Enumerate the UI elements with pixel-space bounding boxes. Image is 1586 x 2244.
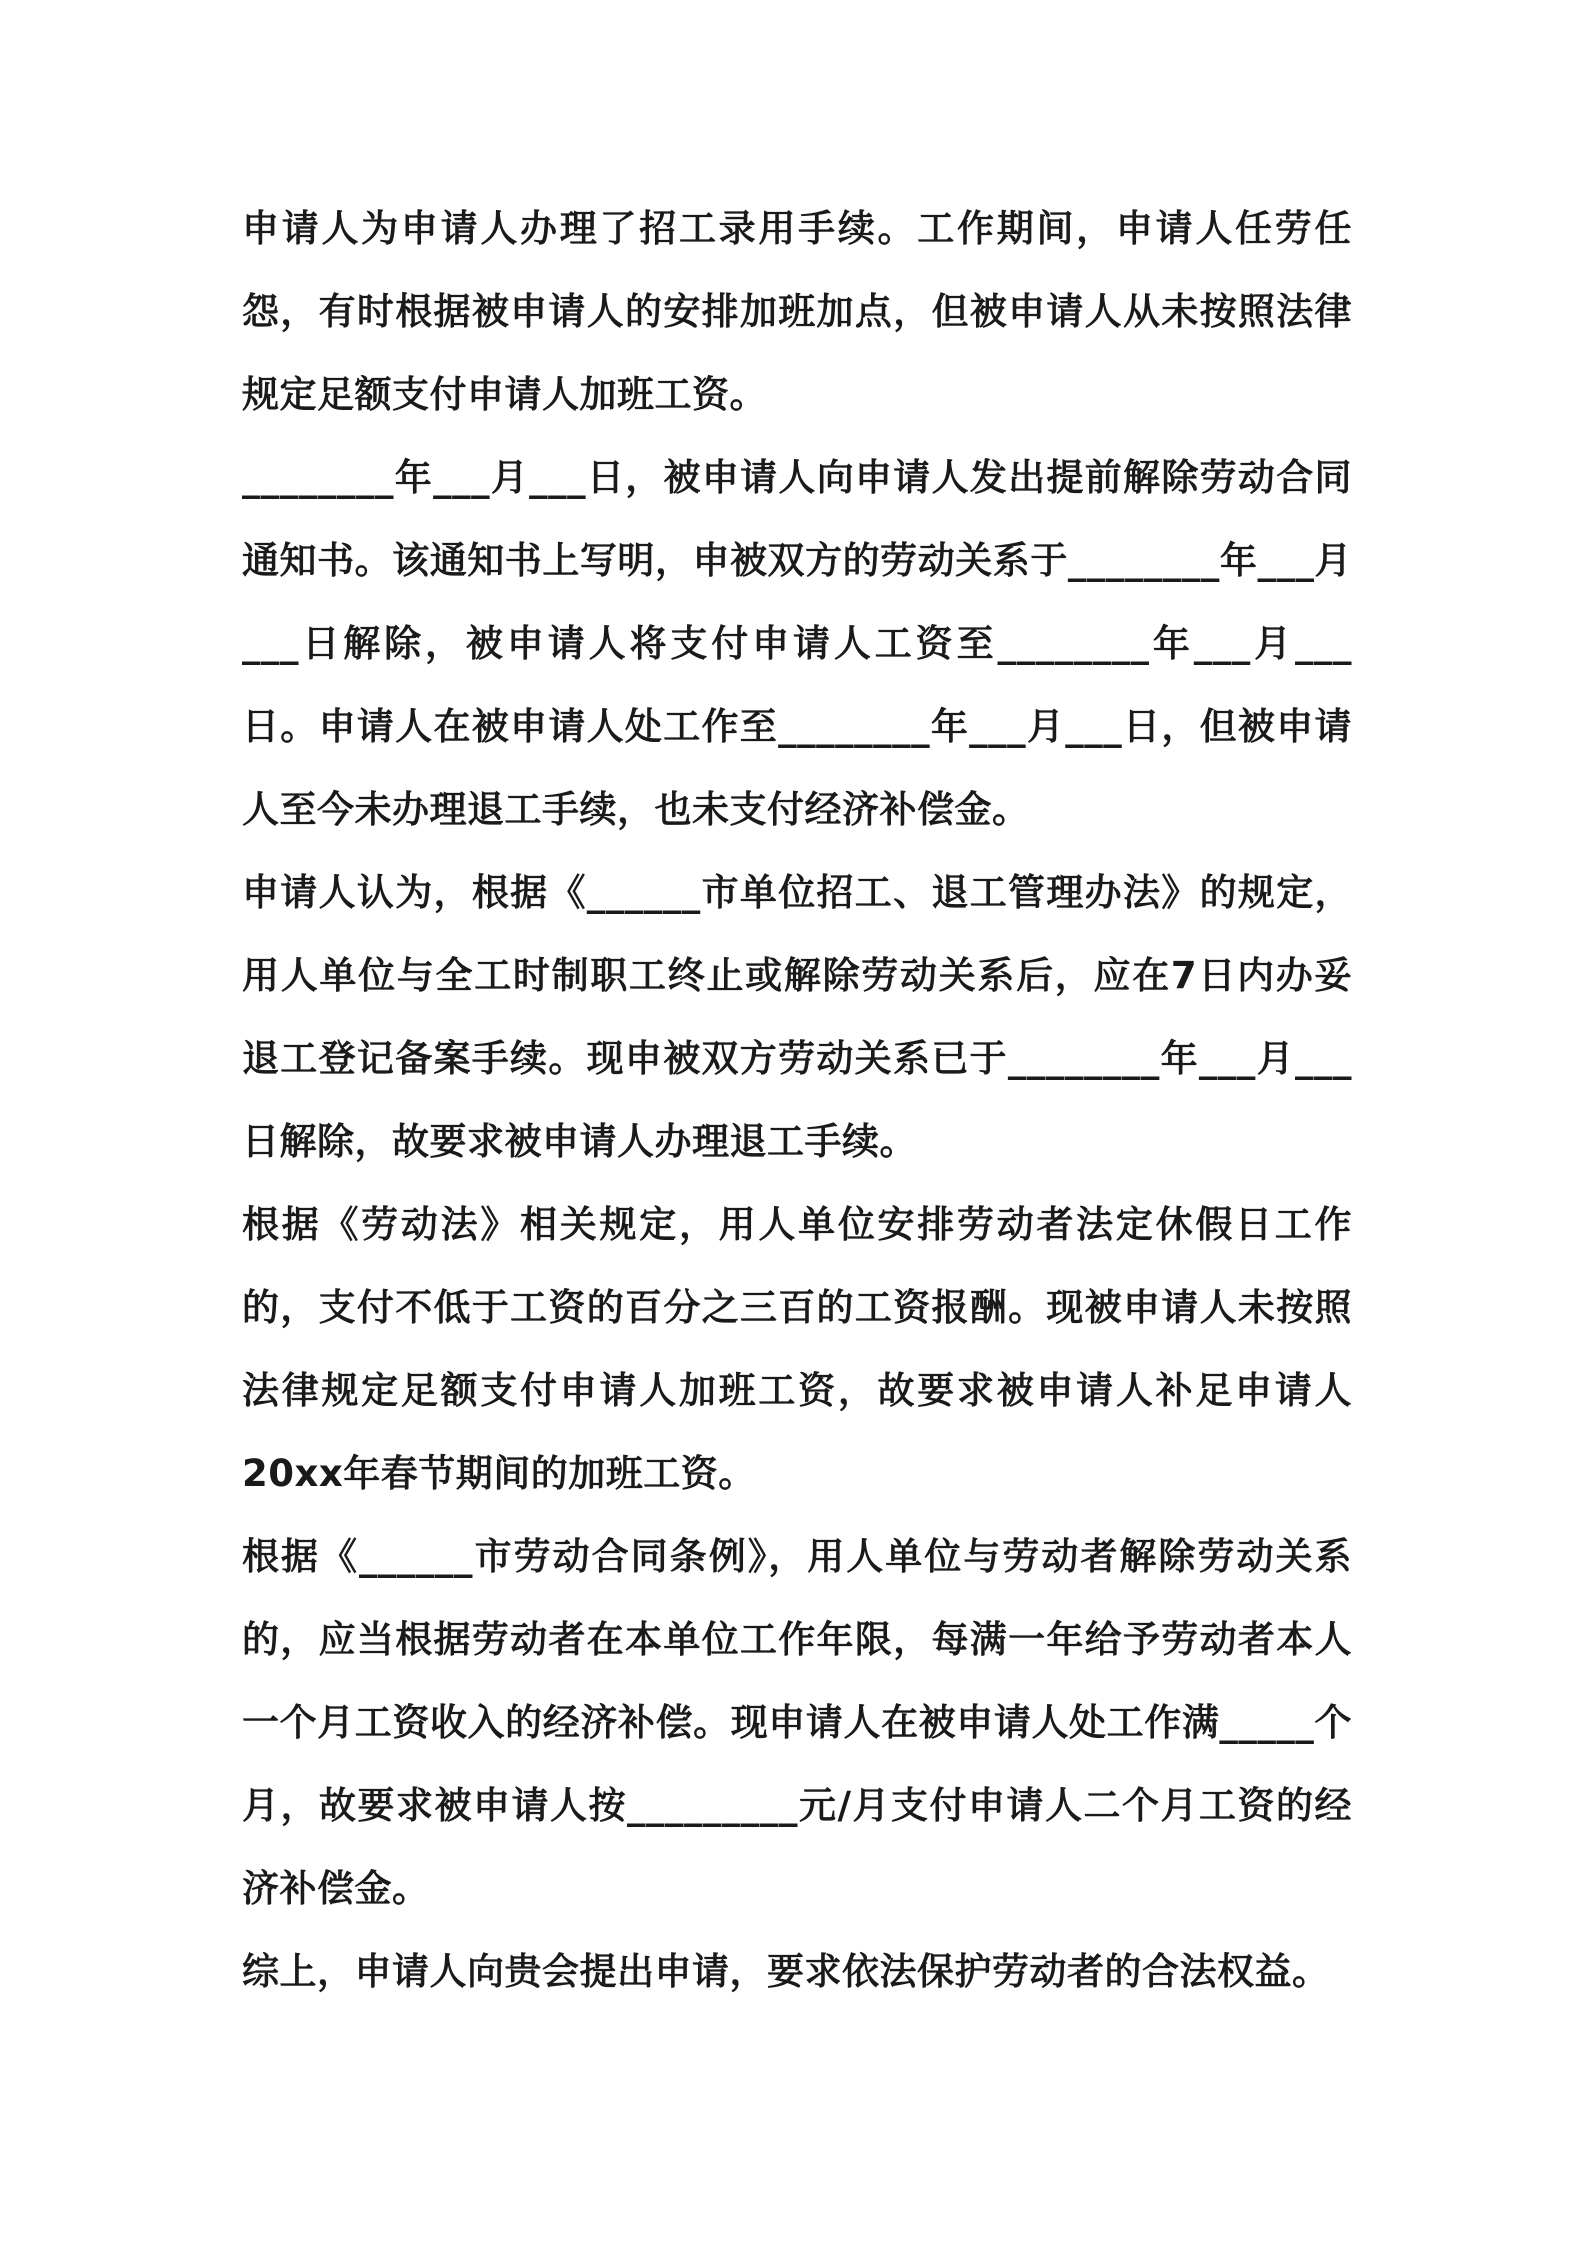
paragraph-economic-compensation: 根据《______市劳动合同条例》，用人单位与劳动者解除劳动关系的，应当根据劳动者在本单位工作年限，每满一年给予劳动者本人一个月工资收入的经济补偿。现申请人在被申请人处工作满_____个月，故要求被申请人按_________元/月支付申请人二个月工资的经济补偿金。 <box>242 1535 1352 1910</box>
paragraph-recruitment: 申请人为申请人办理了招工录用手续。工作期间，申请人任劳任怨，有时根据被申请人的安排加班加点，但被申请人从未按照法律规定足额支付申请人加班工资。 <box>242 207 1352 416</box>
paragraph-overtime-pay: 根据《劳动法》相关规定，用人单位安排劳动者法定休假日工作的，支付不低于工资的百分之三百的工资报酬。现被申请人未按照法律规定足额支付申请人加班工资，故要求被申请人补足申请人20xx年春节期间的加班工资。 <box>242 1203 1352 1495</box>
document-body <box>242 187 1352 2013</box>
paragraph-conclusion: 综上，申请人向贵会提出申请，要求依法保护劳动者的合法权益。 <box>242 1950 1330 1993</box>
paragraph-termination-notice: ________年___月___日，被申请人向申请人发出提前解除劳动合同通知书。该通知书上写明，申被双方的劳动关系于________年___月___日解除，被申请人将支付申请人工资至________年___月___日。申请人在被申请人处工作至________年___月___日，但被申请人至今未办理退工手续，也未支付经济补偿金。 <box>242 456 1352 831</box>
paragraph-exit-procedures: 申请人认为，根据《______市单位招工、退工管理办法》的规定，用人单位与全工时制职工终止或解除劳动关系后，应在7日内办妥退工登记备案手续。现申被双方劳动关系已于________年___月___日解除，故要求被申请人办理退工手续。 <box>242 871 1352 1163</box>
